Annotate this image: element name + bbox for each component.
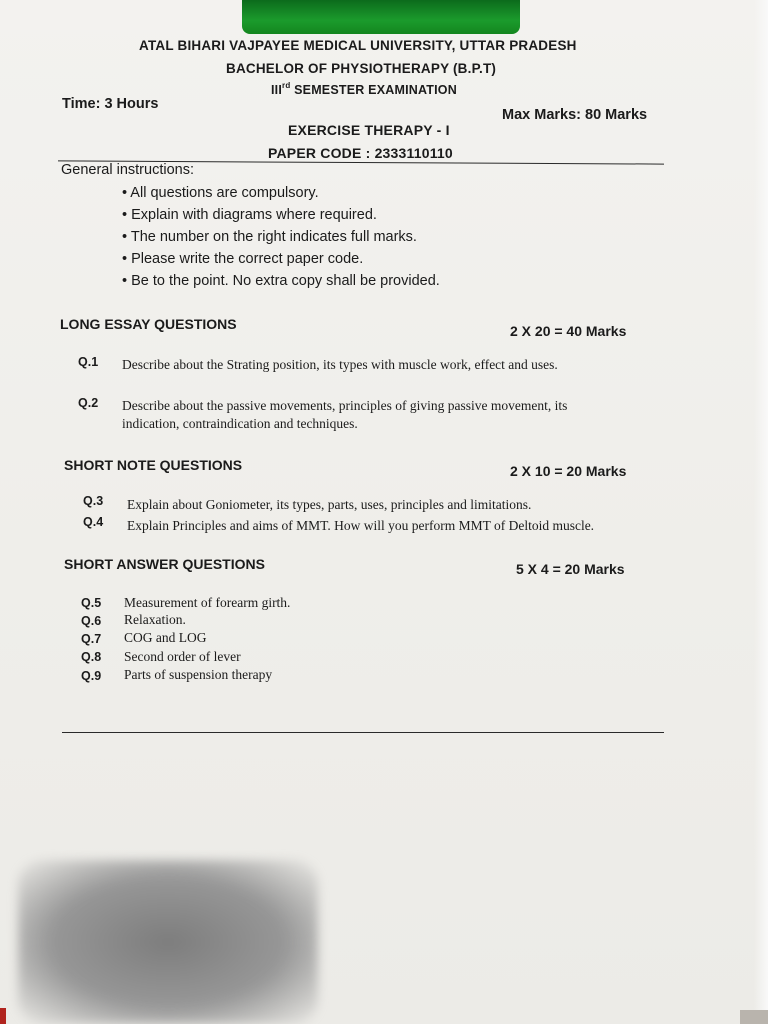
section-title-short-note: SHORT NOTE QUESTIONS [64, 457, 243, 473]
edge-mark [0, 1008, 6, 1024]
section-title-short-answer: SHORT ANSWER QUESTIONS [64, 556, 265, 572]
semester-superscript: rd [282, 81, 291, 90]
question-number: Q.5 [81, 596, 102, 610]
instruction-item: • The number on the right indicates full marks. [122, 229, 417, 245]
question-text: Measurement of forearm girth. [124, 595, 291, 610]
question-number: Q.6 [81, 614, 102, 628]
instructions-title: General instructions: [61, 162, 194, 178]
question-number: Q.2 [78, 396, 99, 410]
footer-divider [62, 732, 664, 733]
question-text: Explain Principles and aims of MMT. How will you perform MMT of Deltoid muscle. [127, 518, 595, 533]
question-text-continued: indication, contraindication and techniques. [122, 416, 358, 431]
subject-title: EXERCISE THERAPY - I [288, 122, 450, 138]
question-number: Q.4 [83, 515, 104, 529]
question-text: Describe about the passive movements, principles of giving passive movement, its [122, 398, 568, 413]
section-marks-long-essay: 2 X 20 = 40 Marks [510, 323, 627, 339]
semester-text: SEMESTER EXAMINATION [294, 83, 457, 97]
section-marks-short-answer: 5 X 4 = 20 Marks [516, 561, 625, 577]
instruction-item: • All questions are compulsory. [122, 185, 319, 201]
semester-line [271, 83, 457, 97]
semester-number: III [271, 83, 283, 97]
question-text: Describe about the Strating position, its types with muscle work, effect and uses. [122, 357, 558, 372]
question-number: Q.3 [83, 494, 104, 508]
question-number: Q.7 [81, 632, 102, 646]
course-name: BACHELOR OF PHYSIOTHERAPY (B.P.T) [226, 61, 497, 76]
exam-time: Time: 3 Hours [62, 96, 159, 112]
question-number: Q.1 [78, 355, 99, 369]
paper-code: PAPER CODE : 2333110110 [268, 145, 453, 161]
binder-clip [242, 0, 520, 34]
question-text: Second order of lever [124, 649, 241, 664]
question-text: COG and LOG [124, 630, 207, 645]
page-edge [754, 0, 768, 1024]
section-marks-short-note: 2 X 10 = 20 Marks [510, 463, 627, 479]
question-text: Explain about Goniometer, its types, parts, uses, principles and limitations. [127, 497, 532, 512]
edge-mark [740, 1010, 768, 1024]
question-text: Relaxation. [124, 612, 186, 627]
blurred-shadow [18, 860, 318, 1024]
instruction-item: • Be to the point. No extra copy shall be provided. [122, 273, 440, 289]
university-name: ATAL BIHARI VAJPAYEE MEDICAL UNIVERSITY, UTTAR PRADESH [139, 38, 577, 53]
question-text: Parts of suspension therapy [124, 667, 273, 682]
instruction-item: • Please write the correct paper code. [122, 251, 364, 267]
question-number: Q.8 [81, 650, 102, 664]
max-marks: Max Marks: 80 Marks [502, 107, 648, 123]
instruction-item: • Explain with diagrams where required. [122, 207, 377, 223]
section-title-long-essay: LONG ESSAY QUESTIONS [60, 316, 237, 332]
question-number: Q.9 [81, 669, 102, 683]
